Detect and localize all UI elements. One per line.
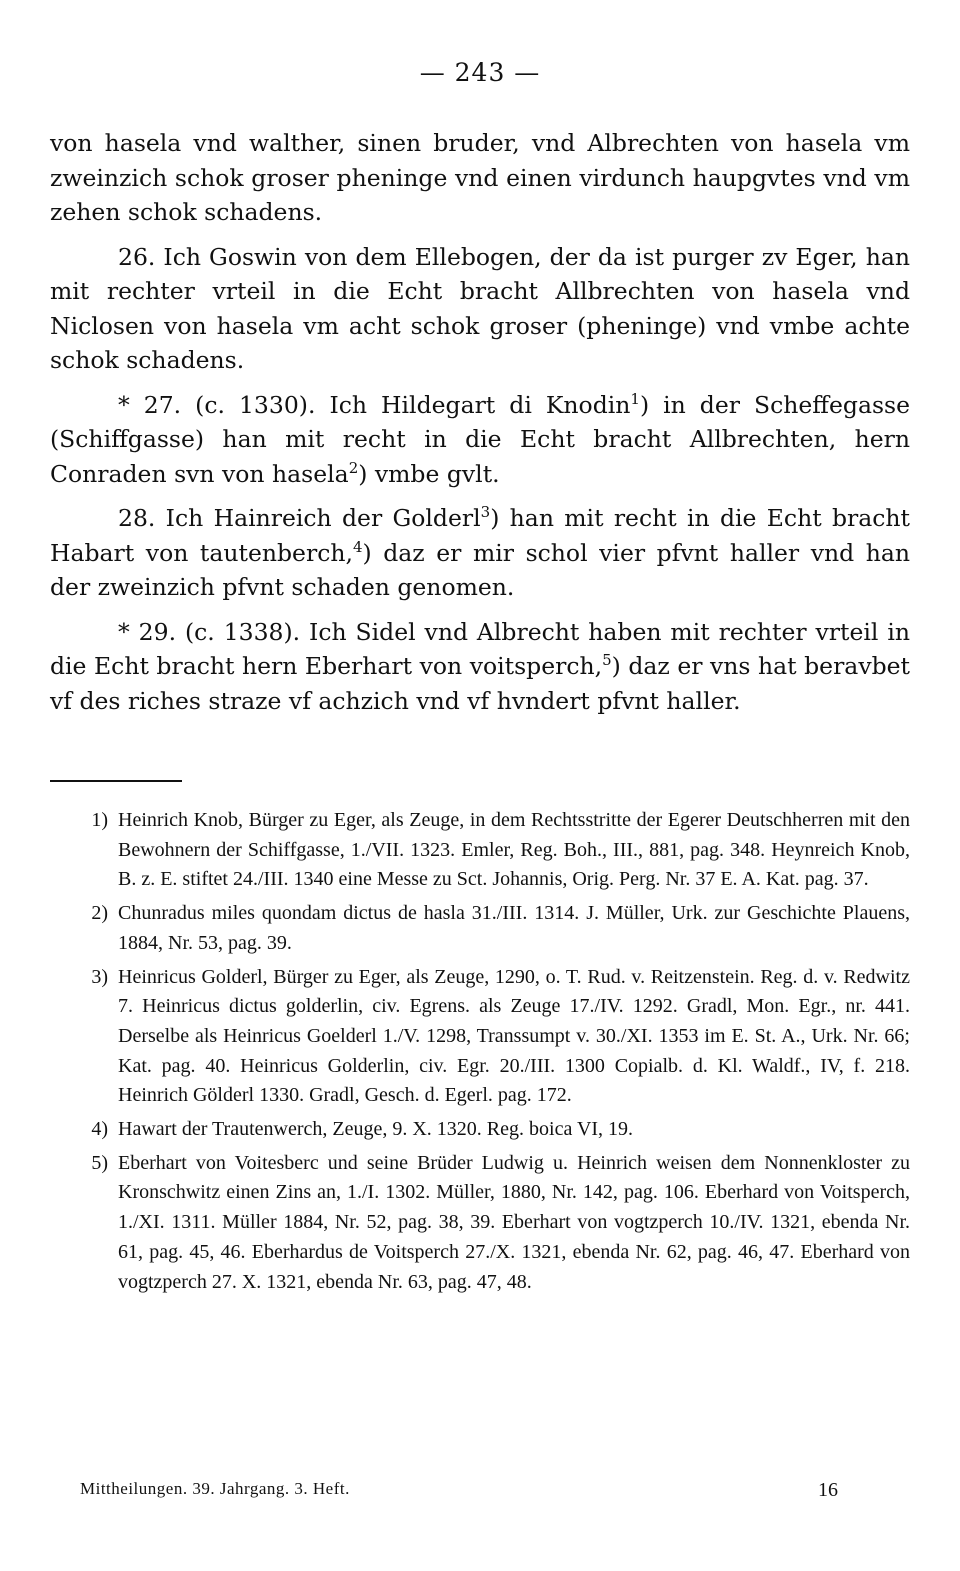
footnote-number: 1) (91, 809, 108, 831)
footnote (50, 899, 910, 958)
paragraph: 26. Ich Goswin von dem Ellebogen, der da ist purger zv Eger, han mit rechter vrteil in die Echt bracht Allbrechten von hasela vnd Niclosen von hasela vm acht schok groser (pheninge) vnd vmbe achte schok schadens. (50, 242, 910, 374)
footnote (50, 806, 910, 895)
footnote (50, 1115, 910, 1145)
footnote-text: Chunradus miles quondam dictus de hasla 31./III. 1314. J. Müller, Urk. zur Geschichte Plauens, 1884, Nr. 53, pag. 39. (118, 902, 910, 954)
footnote (50, 963, 910, 1112)
footnotes (50, 806, 910, 1301)
footer-signature: Mittheilungen. 39. Jahrgang. 3. Heft. (80, 1479, 350, 1498)
footnote-number: 3) (91, 965, 108, 988)
paragraph: 28. Ich Hainreich der Golderl$^3$) han mit recht in die Echt bracht Habart von tautenberch,$^4$) daz er mir schol vier pfvnt haller vnd han der zweinzich pfvnt schaden genomen. (50, 503, 911, 601)
paragraph: * 27. (c. 1330). Ich Hildegart di Knodin$^1$) in der Scheffegasse (Schiffgasse) han mit recht in die Echt bracht Allbrechten, hern Conraden svn von hasela$^2$) vmbe gvlt. (50, 389, 910, 488)
paragraph: * 29. (c. 1338). Ich Sidel vnd Albrecht haben mit rechter vrteil in die Echt bracht hern Eberhart von voitsperch,$^5$) daz er vns hat beravbet vf des riches straze vf achzich vnd vf hvndert pfvnt haller. (50, 617, 910, 715)
footnote-text: Eberhart von Voitesberc und seine Brüder Ludwig u. Heinrich weisen dem Nonnenkloster zu Kronschwitz einen Zins an, 1./I. 1302. Müller, 1880, Nr. 142, pag. 106. Eberhard von Voitsperch, 1./XI. 1311. Müller 1884, Nr. 52, pag. 38, 39. Eberhart von vogtzperch 10./IV. 1321, ebenda Nr. 61, pag. 45, 46. Eberhardus de Voitsperch 27./X. 1321, ebenda Nr. 62, pag. 46, 47. Eberhard von vogtzperch 27. X. 1321, ebenda Nr. 63, pag. 47, 48. (118, 1151, 910, 1293)
footnote (50, 1149, 910, 1298)
footnote-number: 5) (91, 1151, 108, 1174)
footnote-text: Heinricus Golderl, Bürger zu Eger, als Zeuge, 1290, o. T. Rud. v. Reitzenstein. Reg. d. v. Redwitz 7. Heinricus dictus golderlin, civ. Egrens. als Zeuge 17./IV. 1292. Gradl, Mon. Egr., nr. 441. Derselbe als Heinricus Goelderl 1./V. 1298, Transsumpt v. 30./XI. 1353 im E. St. A., Urk. Nr. 66; Kat. pag. 40. Heinricus Golderlin, civ. Egr. 20./III. 1300 Copialb. d. Kl. Waldf., IV, f. 218. Heinrich Gölderl 1330. Gradl, Gesch. d. Egerl. pag. 172. (118, 965, 910, 1107)
footnote-ref: 2 (348, 458, 359, 477)
footnote-number: 2) (91, 902, 108, 925)
page-number: — 243 — (419, 58, 541, 87)
footnote-ref: 4 (352, 537, 363, 556)
footnote-ref: 5 (602, 651, 612, 670)
main-text (50, 126, 910, 728)
footnote-number: 4) (91, 1118, 108, 1141)
footnote-ref: 1 (630, 389, 640, 408)
footnote-divider (50, 780, 182, 782)
paragraph: von hasela vnd walther, sinen bruder, vnd Albrechten von hasela vm zweinzich schok groser pheninge vnd einen virdunch haupgvtes vnd vm zehen schok schadens. (50, 129, 910, 226)
footnote-text: Heinrich Knob, Bürger zu Eger, als Zeuge, in dem Rechtsstritte der Egerer Deutschherren mit den Bewohnern der Schiffgasse, 1./VII. 1323. Emler, Reg. Boh., III., 881, pag. 348. Heynreich Knob, B. z. E. stiftet 24./III. 1340 eine Messe zu Sct. Johannis, Orig. Perg. Nr. 37 E. A. Kat. pag. 37. (118, 809, 910, 891)
footnote-ref: 3 (480, 503, 491, 522)
sheet-number: 16 (818, 1479, 838, 1501)
footnote-text: Hawart der Trautenwerch, Zeuge, 9. X. 1320. Reg. boica VI, 19. (118, 1118, 634, 1141)
